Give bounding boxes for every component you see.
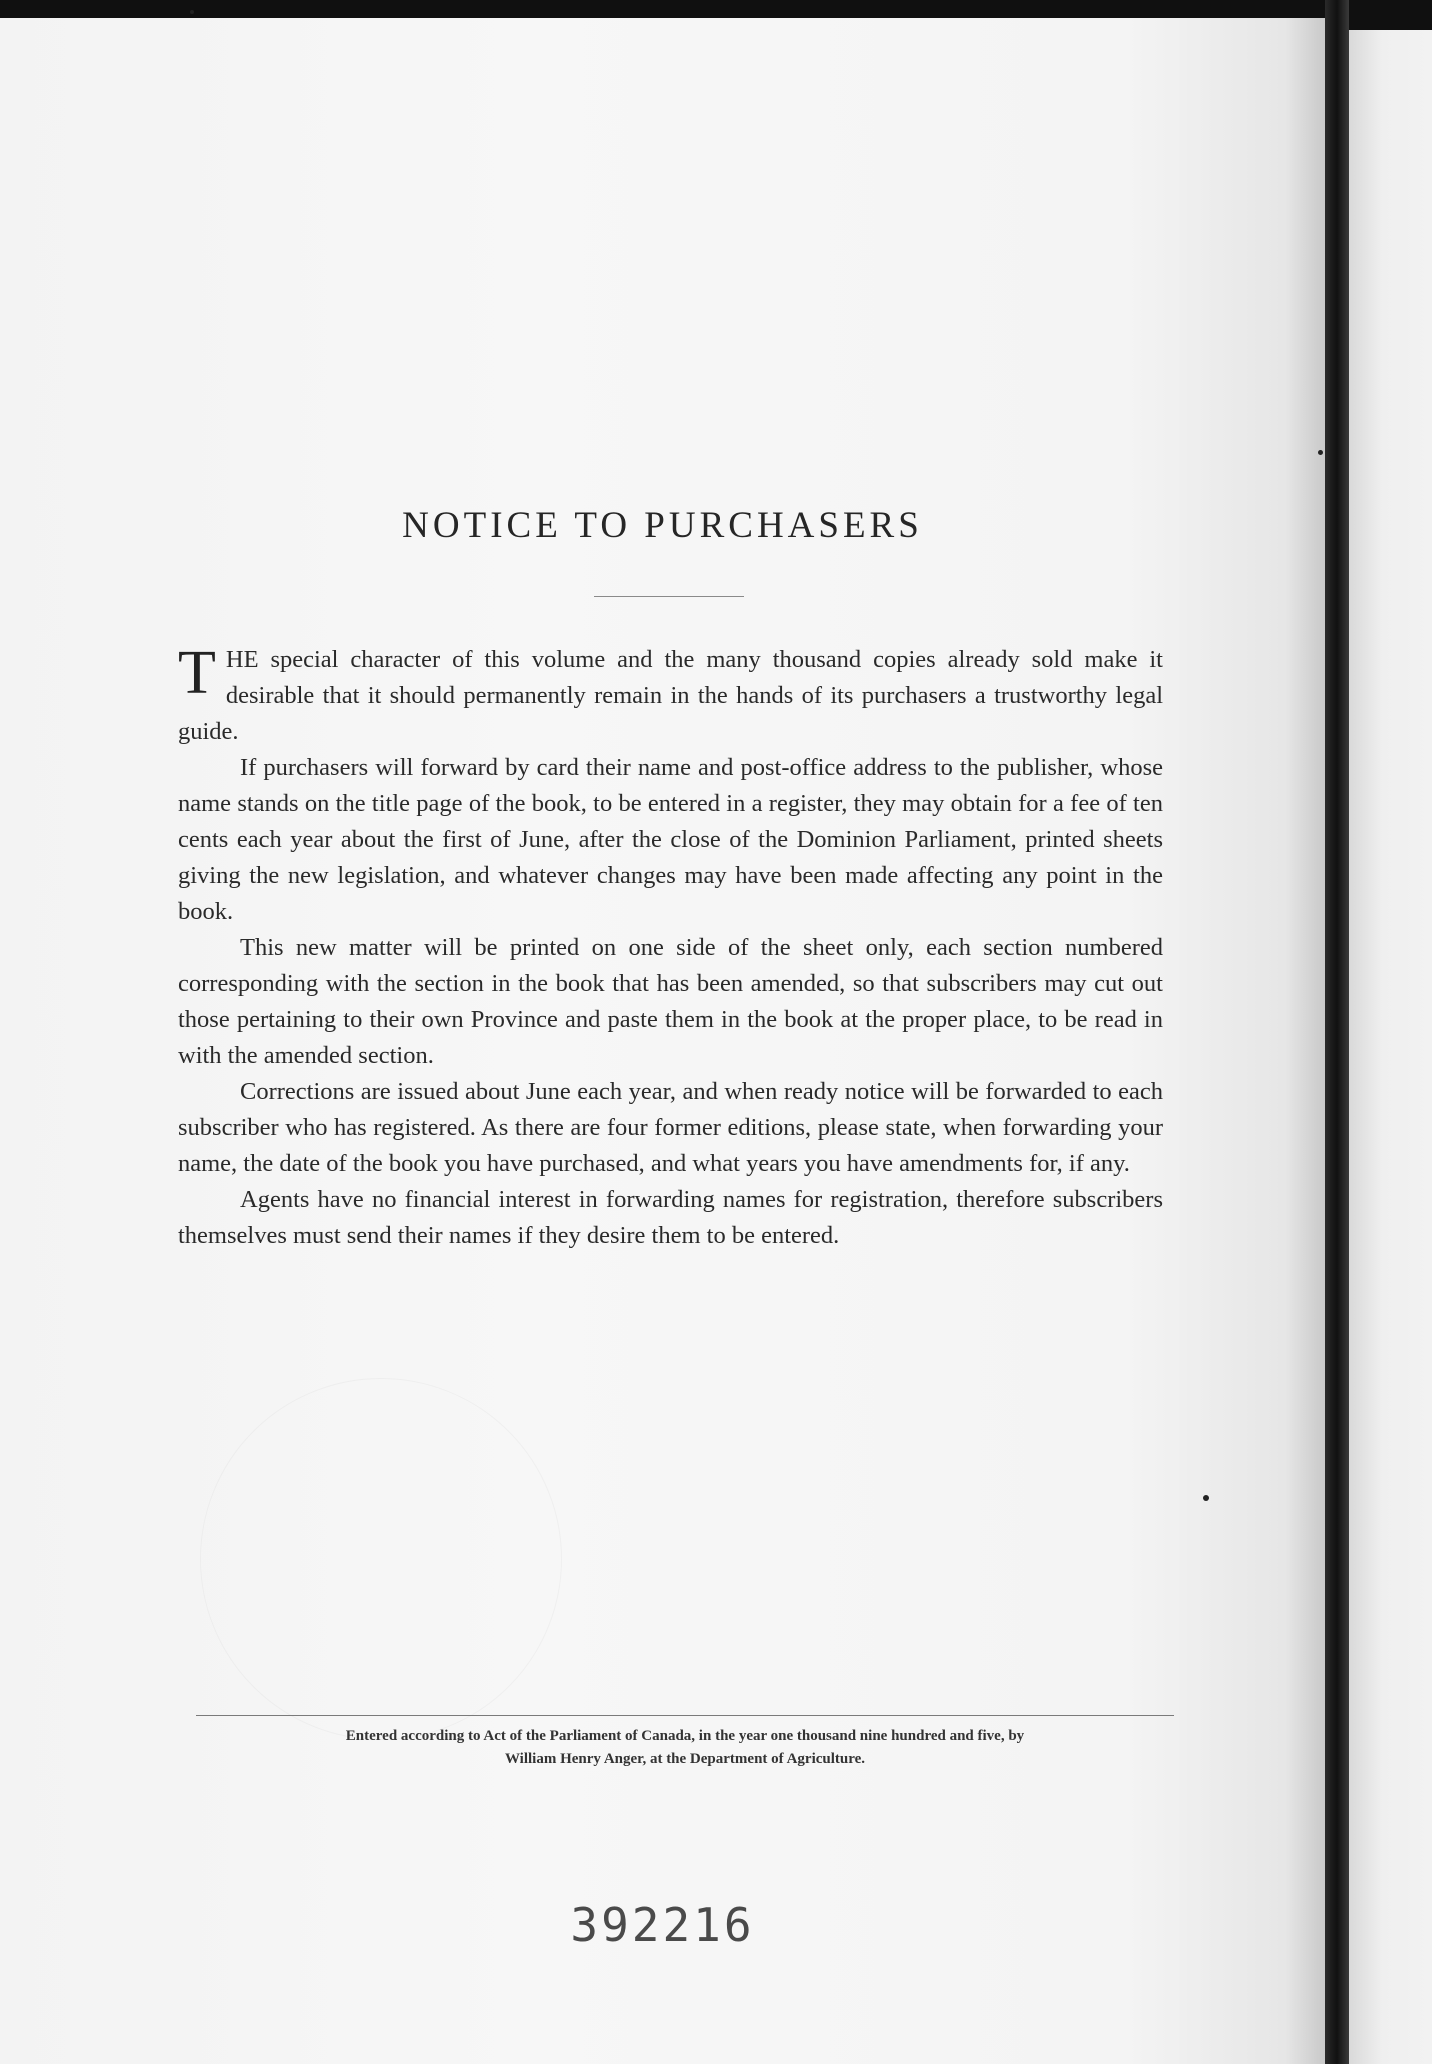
paragraph-1 (178, 639, 1163, 750)
paragraph-4: Corrections are issued about June each year, and when ready notice will be forwarded to each subscriber who has registered. As there are four former editions, please state, when forwarding your name, the date of the book you have purchased, and what years you have amendments for, if any. (178, 1078, 1163, 1177)
faint-seal-watermark (200, 1378, 562, 1740)
drop-cap: T (178, 639, 216, 707)
stamped-number: 392216 (570, 1898, 755, 1952)
paragraph-5: Agents have no financial interest in forwarding names for registration, therefore subscribers themselves must send their names if they desire them to be entered. (178, 1186, 1163, 1249)
page (0, 18, 1325, 2064)
scan-speck (190, 10, 194, 14)
notice-body (178, 639, 1163, 1254)
copyright-line-2: William Henry Anger, at the Department of Agriculture. (504, 1751, 866, 1767)
title-divider (594, 596, 744, 597)
copyright-notice (196, 1725, 1174, 1771)
notice-title: NOTICE TO PURCHASERS (402, 505, 923, 546)
paragraph-2: If purchasers will forward by card their name and post-office address to the publisher, whose name stands on the title page of the book, to be entered in a register, they may obtain for a fee of ten cents each year about the first of June, after the close of the Dominion Parliament, printed sheets giving the new legislation, and whatever changes may have been made affecting any point in the book. (178, 754, 1163, 925)
footnote-divider (196, 1715, 1174, 1716)
book-gutter (1325, 0, 1349, 2064)
copyright-line-1: Entered according to Act of the Parliament of Canada, in the year one thousand nine hundred and five, by (345, 1728, 1025, 1744)
paragraph-3: This new matter will be printed on one side of the sheet only, each section numbered corresponding with the section in the book that has been amended, so that subscribers may cut out those pertaining to their own Province and paste them in the book at the proper place, to be read in with the amended section. (178, 934, 1163, 1069)
paragraph-1-text: HE special character of this volume and the many thousand copies already sold make it desirable that it should permanently remain in the hands of its purchasers a trustworthy legal guide. (178, 646, 1163, 745)
scan-speck (1203, 1495, 1209, 1501)
scan-speck (1318, 450, 1323, 455)
adjacent-page-edge (1349, 30, 1432, 2064)
